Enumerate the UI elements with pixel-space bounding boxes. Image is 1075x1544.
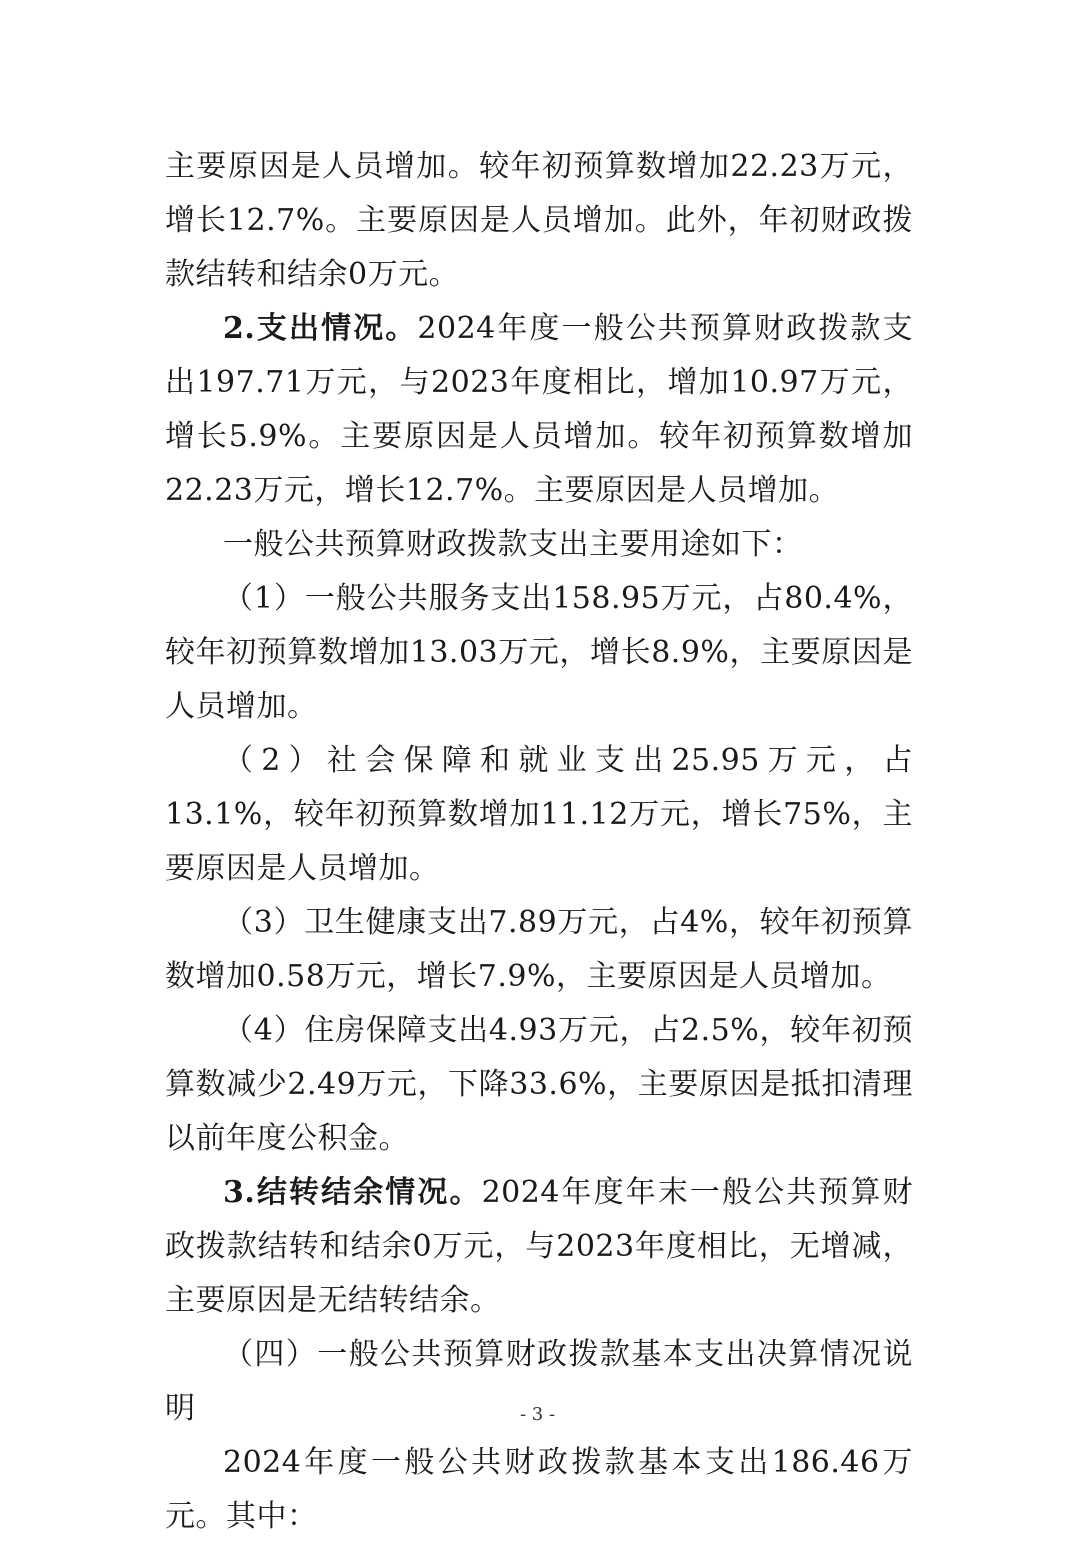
paragraph-usage-intro xyxy=(165,518,913,572)
paragraph-text: 2024年度年末一般公共预算财政拨款结转和结余0万元，与2023年度相比，无增减，主要原因是无结转结余。 xyxy=(165,1175,913,1318)
page-number: - 3 - xyxy=(519,1404,556,1425)
paragraph-text: 2024年度一般公共预算财政拨款支出197.71万元，与2023年度相比，增加10.97万元，增长5.9%。主要原因是人员增加。较年初预算数增加22.23万元，增长12.7%。主要原因是人员增加。 xyxy=(165,311,913,508)
paragraph-item-3 xyxy=(165,896,913,1004)
paragraph-carryover xyxy=(165,1166,913,1328)
paragraph-text: 2024年度一般公共财政拨款基本支出186.46万元。其中： xyxy=(165,1445,913,1534)
paragraph-expenditure xyxy=(165,302,913,518)
paragraph-text: 主要原因是人员增加。较年初预算数增加22.23万元，增长12.7%。主要原因是人员增加。此外，年初财政拨款结转和结余0万元。 xyxy=(165,149,913,292)
paragraph-text: （2）社会保障和就业支出25.95万元，占13.1%，较年初预算数增加11.12万元，增长75%，主要原因是人员增加。 xyxy=(165,743,913,886)
paragraph-text: （4）住房保障支出4.93万元，占2.5%，较年初预算数减少2.49万元，下降33.6%，主要原因是抵扣清理以前年度公积金。 xyxy=(165,1013,913,1156)
paragraph-text: （3）卫生健康支出7.89万元，占4%，较年初预算数增加0.58万元，增长7.9%，主要原因是人员增加。 xyxy=(165,905,913,994)
paragraph-text: （四）一般公共预算财政拨款基本支出决算情况说明 xyxy=(165,1337,913,1426)
paragraph-item-1 xyxy=(165,572,913,734)
paragraph-text: 一般公共预算财政拨款支出主要用途如下： xyxy=(223,527,803,562)
paragraph-text: （1）一般公共服务支出158.95万元，占80.4%，较年初预算数增加13.03万元，增长8.9%，主要原因是人员增加。 xyxy=(165,581,913,724)
section-heading-expenditure: 2.支出情况。 xyxy=(223,311,418,346)
paragraph-item-4 xyxy=(165,1004,913,1166)
section-heading-carryover: 3.结转结余情况。 xyxy=(223,1175,482,1210)
paragraph-item-2 xyxy=(165,734,913,896)
paragraph-basic-expenditure xyxy=(165,1436,913,1544)
paragraph-income-reason xyxy=(165,140,913,302)
document-body xyxy=(165,140,913,1544)
